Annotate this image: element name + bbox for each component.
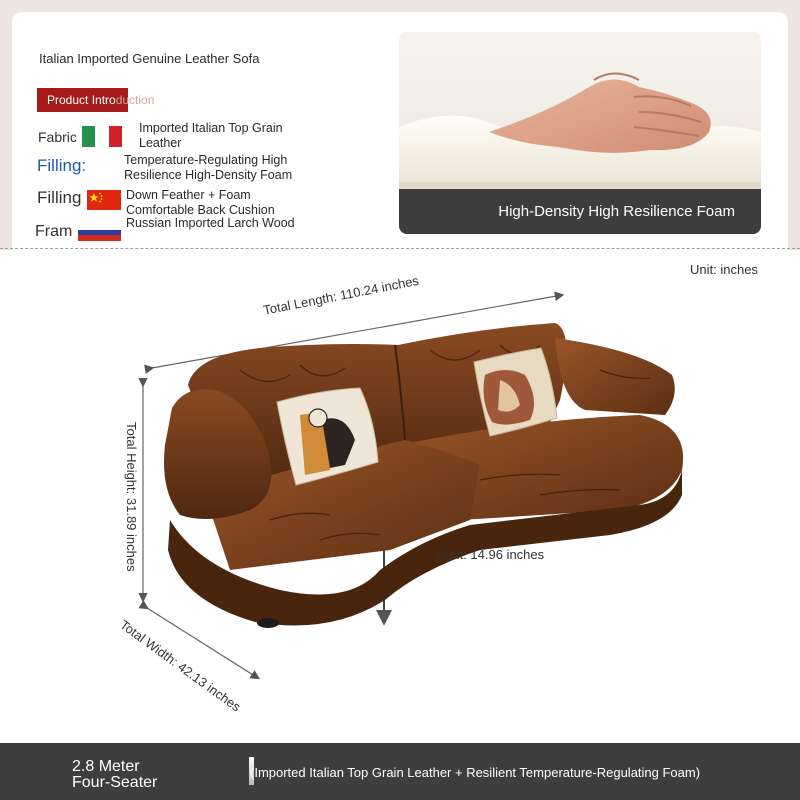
spec-value-frame: Russian Imported Larch Wood bbox=[126, 216, 295, 230]
footer-title bbox=[72, 759, 202, 791]
seat-height-label-hidden bbox=[399, 549, 435, 563]
china-flag-icon bbox=[87, 190, 121, 210]
footer-title-line1: 2.8 Meter bbox=[72, 758, 140, 775]
unit-label: Unit: inches bbox=[690, 262, 758, 277]
spec-value-filling-cushion: Down Feather + Foam Comfortable Back Cushion bbox=[126, 188, 275, 217]
spec-key-fabric: Fabric bbox=[38, 129, 77, 145]
footer-title-line2: Four-Seater bbox=[72, 774, 158, 791]
china-flag-stars bbox=[87, 190, 121, 210]
spec-key-frame: Fram bbox=[35, 223, 73, 240]
sofa-illustration bbox=[0, 250, 800, 750]
total-length-label: Total Length: 110.24 inches bbox=[262, 272, 421, 318]
seat-height-label-text: eight: 14.96 inches bbox=[435, 547, 545, 562]
width-dimension-line bbox=[147, 608, 258, 678]
foam-photo-panel bbox=[399, 32, 761, 234]
total-width-label: Total Width: 42.13 inches bbox=[117, 617, 244, 715]
spec-value-filling-foam: Temperature-Regulating High Resilience High-Density Foam bbox=[124, 153, 293, 182]
badge-label: Product Intro bbox=[47, 93, 116, 107]
product-introduction-badge bbox=[37, 88, 155, 112]
spec-value-fabric: Imported Italian Top Grain Leather bbox=[139, 121, 283, 150]
seat-height-label bbox=[399, 547, 544, 563]
spec-key-filling-foam: Filling: bbox=[37, 156, 87, 175]
italy-flag-icon bbox=[82, 126, 122, 147]
total-height-label: Total Height: 31.89 inches bbox=[124, 422, 139, 572]
product-title: Italian Imported Genuine Leather Sofa bbox=[39, 51, 260, 66]
footer-note: (Imported Italian Top Grain Leather + Resilient Temperature-Regulating Foam) bbox=[250, 765, 701, 780]
section-divider bbox=[0, 248, 800, 249]
spec-key-filling-cushion: Filling bbox=[37, 188, 82, 207]
foam-caption: High-Density High Resilience Foam bbox=[399, 189, 761, 234]
russia-flag-icon bbox=[78, 224, 121, 241]
badge-label-faded: duction bbox=[115, 93, 155, 107]
